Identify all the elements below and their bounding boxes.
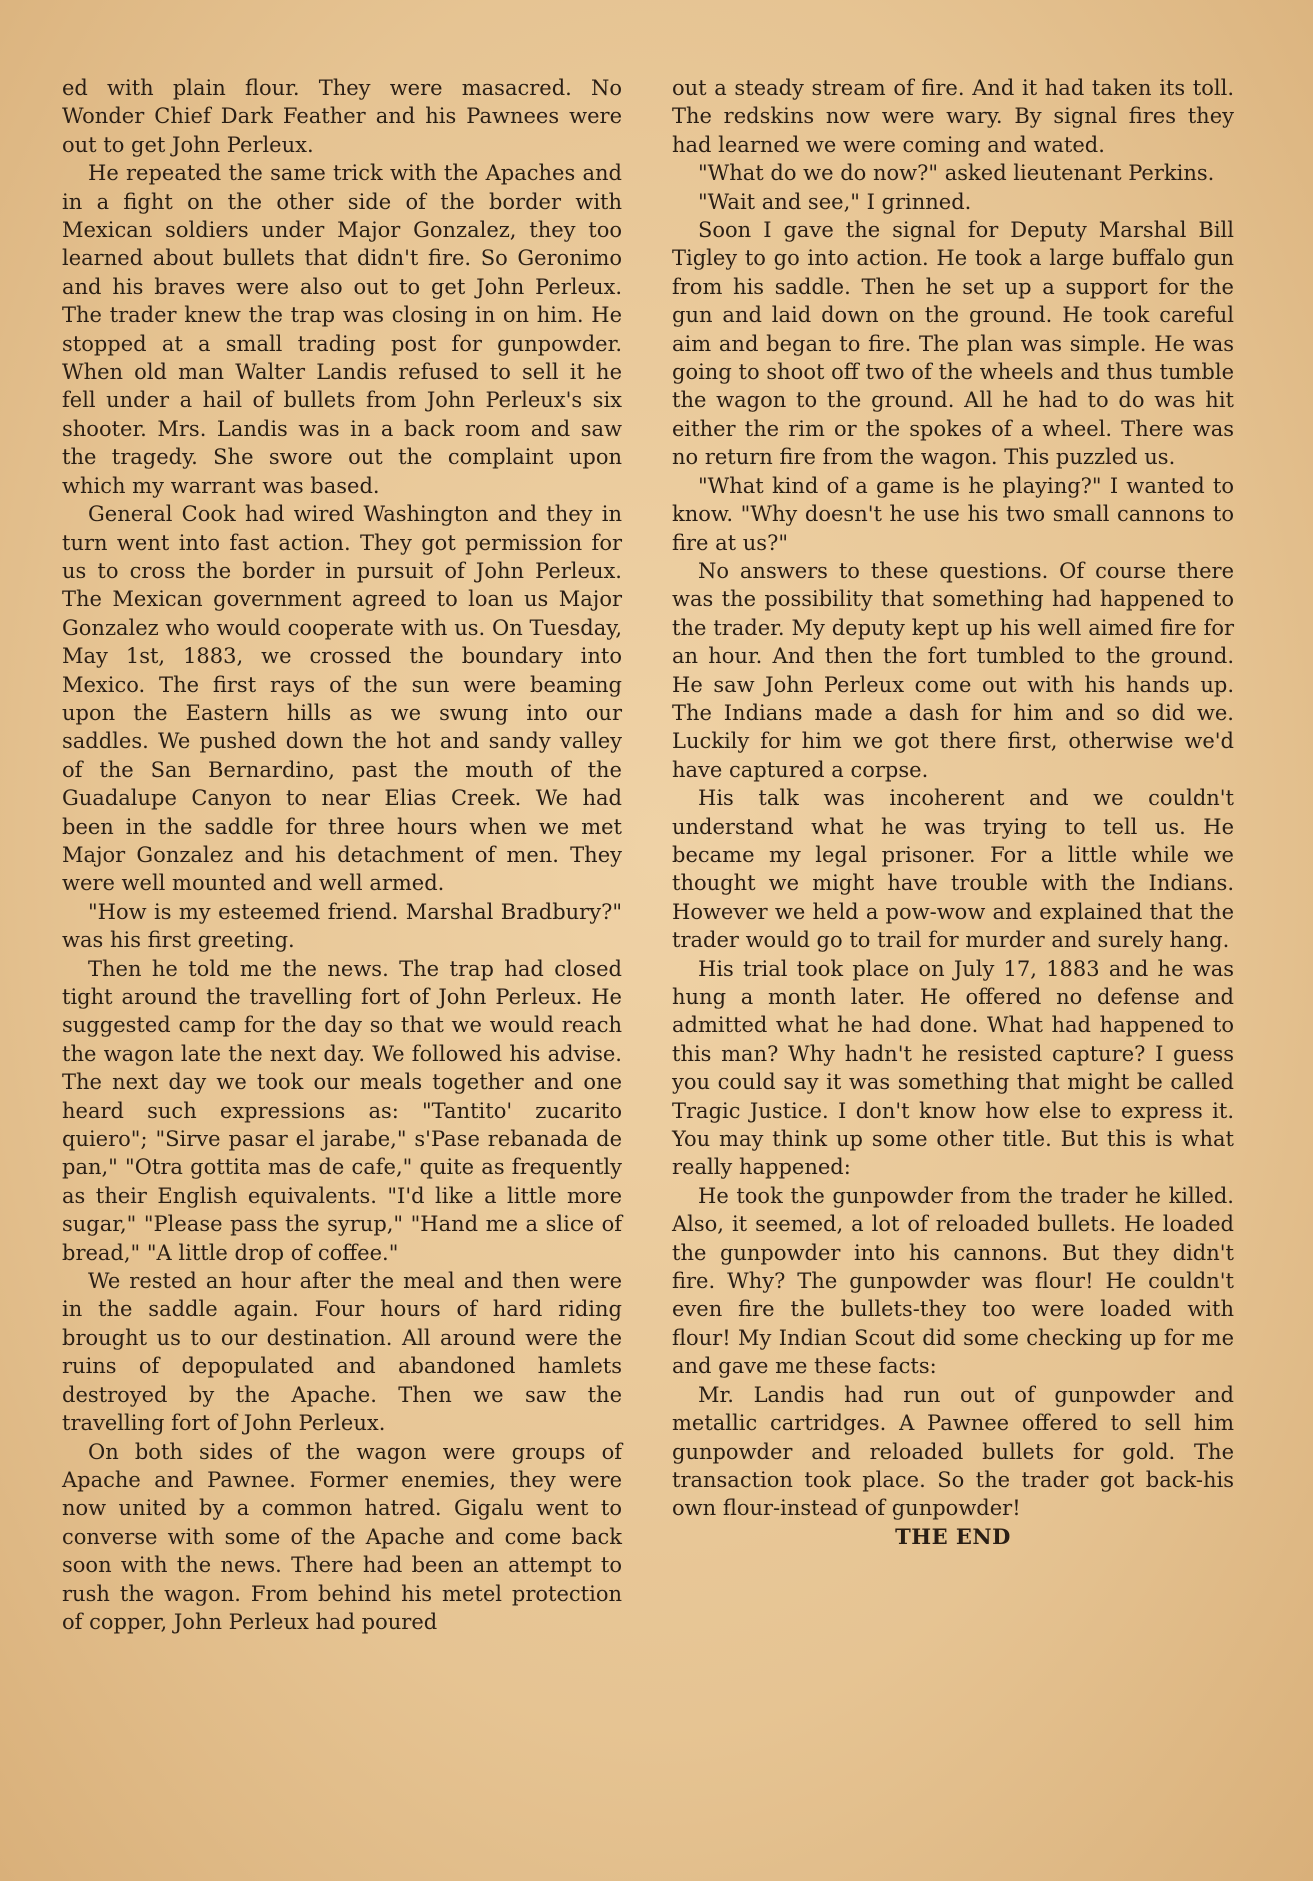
- paragraph: "How is my esteemed friend. Marshal Bradbury?" was his first greeting.: [62, 899, 622, 953]
- right-column: [672, 74, 1234, 1551]
- left-column: [62, 74, 622, 1636]
- paragraph: ed with plain flour. They were masacred. No Wonder Chief Dark Feather and his Pawnees were out to get John Perleux.: [62, 76, 622, 157]
- the-end-label: THE END: [895, 1523, 1011, 1549]
- paragraph: General Cook had wired Washington and they in turn went into fast action. They got permission for us to cross the border in pursuit of John Perleux. The Mexican government agreed to loan us Major Gonzalez who would cooperate with us. On Tuesday, May 1st, 1883, we crossed the boundary into Mexico. The first rays of the sun were beaming upon the Eastern hills as we swung into our saddles. We pushed down the hot and sandy valley of the San Bernardino, past the mouth of the Guadalupe Canyon to near Elias Creek. We had been in the saddle for three hours when we met Major Gonzalez and his detachment of men. They were well mounted and well armed.: [62, 502, 622, 896]
- paragraph: Soon I gave the signal for Deputy Marshal Bill Tigley to go into action. He took a large buffalo gun from his saddle. Then he set up a support for the gun and laid down on the ground. He took careful aim and began to fire. The plan was simple. He was going to shoot off two of the wheels and thus tumble the wagon to the ground. All he had to do was hit either the rim or the spokes of a wheel. There was no return fire from the wagon. This puzzled us.: [672, 218, 1234, 470]
- paragraph: out a steady stream of fire. And it had taken its toll. The redskins now were wary. By signal fires they had learned we were coming and wated.: [672, 76, 1234, 157]
- paragraph: He took the gunpowder from the trader he killed. Also, it seemed, a lot of reloaded bullets. He loaded the gunpowder into his cannons. But they didn't fire. Why? The gunpowder was flour! He couldn't even fire the bullets-they too were loaded with flour! My Indian Scout did some checking up for me and gave me these facts:: [672, 1183, 1234, 1379]
- paragraph: Mr. Landis had run out of gunpowder and metallic cartridges. A Pawnee offered to sell him gunpowder and reloaded bullets for gold. The transaction took place. So the trader got back-his own flour-instead of gunpowder!: [672, 1382, 1234, 1521]
- paragraph: His trial took place on July 17, 1883 and he was hung a month later. He offered no defense and admitted what he had done. What had happened to this man? Why hadn't he resisted capture? I guess you could say it was something that might be called Tragic Justice. I don't know how else to express it. You may think up some other title. But this is what really happened:: [672, 956, 1234, 1180]
- paragraph: We rested an hour after the meal and then were in the saddle again. Four hours of hard riding brought us to our destination. All around were the ruins of depopulated and abandoned hamlets destroyed by the Apache. Then we saw the travelling fort of John Perleux.: [62, 1269, 622, 1436]
- paragraph: On both sides of the wagon were groups of Apache and Pawnee. Former enemies, they were now united by a common hatred. Gigalu went to converse with some of the Apache and come back soon with the news. There had been an attempt to rush the wagon. From behind his metel protection of copper, John Perleux had poured: [62, 1439, 622, 1634]
- paragraph: His talk was incoherent and we couldn't understand what he was trying to tell us. He became my legal prisoner. For a little while we thought we might have trouble with the Indians. However we held a pow-wow and explained that the trader would go to trail for murder and surely hang.: [672, 786, 1234, 953]
- paragraph: Then he told me the news. The trap had closed tight around the travelling fort of John Perleux. He suggested camp for the day so that we would reach the wagon late the next day. We followed his advise. The next day we took our meals together and one heard such expressions as: "Tantito' zucarito quiero"; "Sirve pasar el jarabe," s'Pase rebanada de pan," "Otra gottita mas de cafe," quite as frequently as their English equivalents. "I'd like a little more sugar," "Please pass the syrup," "Hand me a slice of bread," "A little drop of coffee.": [62, 956, 622, 1265]
- paragraph: He repeated the same trick with the Apaches and in a fight on the other side of the border with Mexican soldiers under Major Gonzalez, they too learned about bullets that didn't fire. So Geronimo and his braves were also out to get John Perleux. The trader knew the trap was closing in on him. He stopped at a small trading post for gunpowder. When old man Walter Landis refused to sell it he fell under a hail of bullets from John Perleux's six shooter. Mrs. Landis was in a back room and saw the tragedy. She swore out the complaint upon which my warrant was based.: [62, 161, 622, 498]
- paragraph: "What do we do now?" asked lieutenant Perkins.: [698, 161, 1215, 186]
- paragraph: No answers to these questions. Of course there was the possibility that something had happened to the trader. My deputy kept up his well aimed fire for an hour. And then the fort tumbled to the ground. He saw John Perleux come out with his hands up. The Indians made a dash for him and so did we. Luckily for him we got there first, otherwise we'd have captured a corpse.: [672, 558, 1234, 782]
- paragraph: "Wait and see," I grinned.: [698, 189, 972, 214]
- paragraph: "What kind of a game is he playing?" I wanted to know. "Why doesn't he use his two small cannons to fire at us?": [672, 473, 1234, 555]
